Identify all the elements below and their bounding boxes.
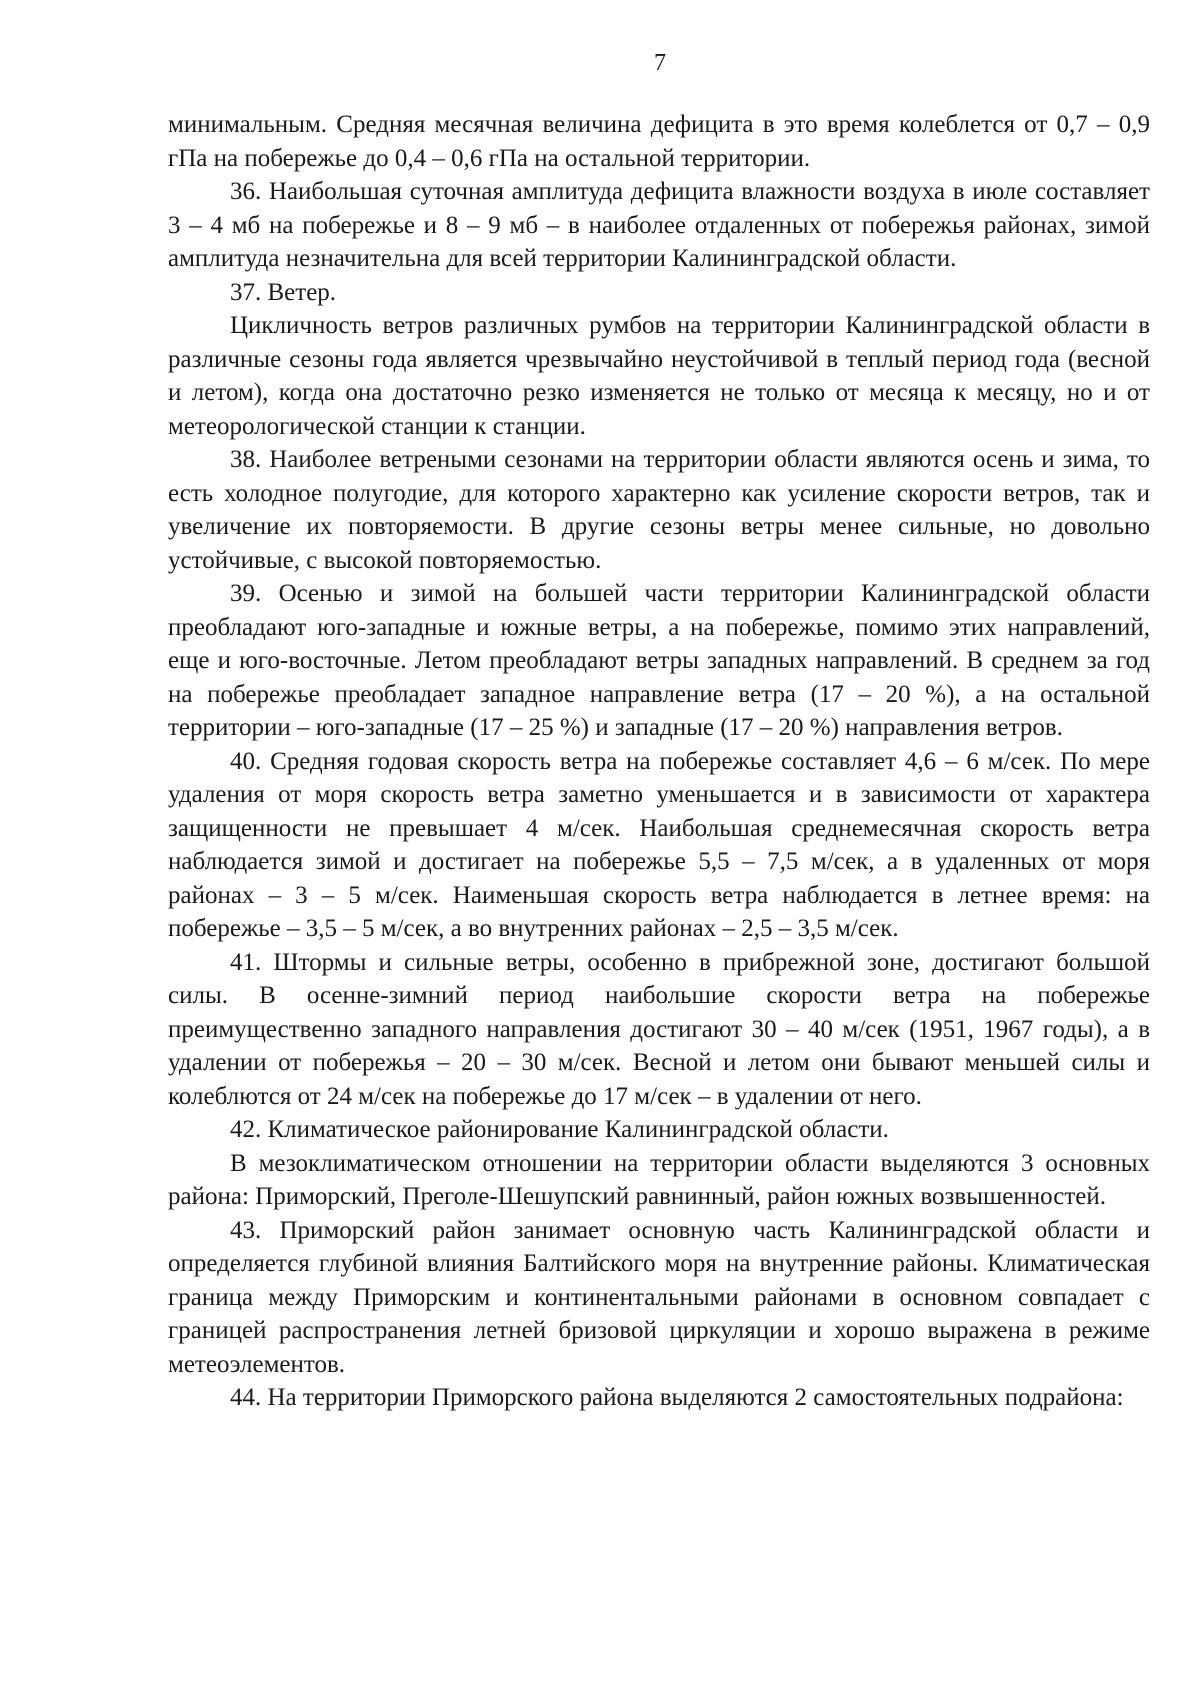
paragraph-continuation: минимальным. Средняя месячная величина дефицита в это время колеблется от 0,7 – 0,9 гПа на побережье до 0,4 – 0,6 гПа на остальной территории. [168, 111, 1150, 172]
paragraph-41: 41. Штормы и сильные ветры, особенно в прибрежной зоне, достигают большой силы. В осенне-зимний период наибольшие скорости ветра на побережье преимущественно западного направления достигают 30 – 40 м/сек (1951, 1967 годы), а в удалении от побережья – 20 – 30 м/сек. Весной и летом они бывают меньшей силы и колеблются от 24 м/сек на побережье до 17 м/сек – в удалении от него. [168, 948, 1150, 1110]
paragraph-37-heading: 37. Ветер. [230, 278, 337, 306]
document-body [168, 108, 1150, 1415]
page-number: 7 [654, 50, 666, 76]
paragraph-37-text: Цикличность ветров различных румбов на территории Калининградской области в различные сезоны года является чрезвычайно неустойчивой в теплый период года (весной и летом), когда она достаточно резко изменяется не только от месяца к месяцу, но и от метеорологической станции к станции. [168, 312, 1150, 440]
paragraph-40: 40. Средняя годовая скорость ветра на побережье составляет 4,6 – 6 м/сек. По мере удаления от моря скорость ветра заметно уменьшается и в зависимости от характера защищенности не превышает 4 м/сек. Наибольшая среднемесячная скорость ветра наблюдается зимой и достигает на побережье 5,5 – 7,5 м/сек, а в удаленных от моря районах – 3 – 5 м/сек. Наименьшая скорость ветра наблюдается в летнее время: на побережье – 3,5 – 5 м/сек, а во внутренних районах – 2,5 – 3,5 м/сек. [168, 747, 1150, 942]
paragraph-42-text: В мезоклиматическом отношении на территории области выделяются 3 основных района: Приморский, Преголе-Шешупский равнинный, район южных возвышенностей. [168, 1149, 1150, 1210]
paragraph-38: 38. Наиболее ветреными сезонами на территории области являются осень и зима, то есть холодное полугодие, для которого характерно как усиление скорости ветров, так и увеличение их повторяемости. В другие сезоны ветры менее сильные, но довольно устойчивые, с высокой повторяемостью. [168, 446, 1150, 574]
paragraph-39: 39. Осенью и зимой на большей части территории Калининградской области преобладают юго-западные и южные ветры, а на побережье, помимо этих направлений, еще и юго-восточные. Летом преобладают ветры западных направлений. В среднем за год на побережье преобладает западное направление ветра (17 – 20 %), а на остальной территории – юго-западные (17 – 25 %) и западные (17 – 20 %) направления ветров. [168, 580, 1150, 741]
paragraph-43: 43. Приморский район занимает основную часть Калининградской области и определяется глубиной влияния Балтийского моря на внутренние районы. Климатическая граница между Приморским и континентальными районами в основном совпадает с границей распространения летней бризовой циркуляции и хорошо выражена в режиме метеоэлементов. [168, 1216, 1150, 1378]
paragraph-42-heading: 42. Климатическое районирование Калининградской области. [230, 1116, 889, 1143]
paragraph-44: 44. На территории Приморского района выделяются 2 самостоятельных подрайона: [230, 1384, 1124, 1411]
paragraph-36: 36. Наибольшая суточная амплитуда дефицита влажности воздуха в июле составляет 3 – 4 мб на побережье и 8 – 9 мб – в наиболее отдаленных от побережья районах, зимой амплитуда незначительна для всей территории Калининградской области. [168, 178, 1150, 272]
